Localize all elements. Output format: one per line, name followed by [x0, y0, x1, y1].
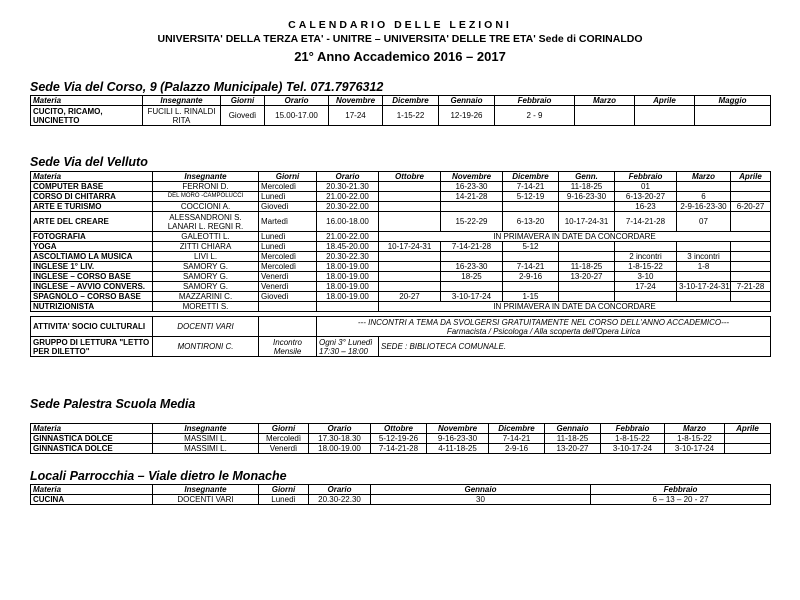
cell-date: 7-14-21 [489, 434, 545, 444]
cell-date [677, 272, 731, 282]
table-row [31, 272, 771, 282]
cell-date [559, 202, 615, 212]
column-header: Novembre [427, 424, 489, 434]
cell-materia: ARTE E TURISMO [31, 202, 153, 212]
table-row [31, 212, 771, 232]
cell-orario: 15.00-17.00 [265, 106, 329, 126]
cell-date: 7-14-21-28 [615, 212, 677, 232]
cell-date: 18-25 [441, 272, 503, 282]
cell-date [379, 182, 441, 192]
cell-date [615, 292, 677, 302]
cell-materia: COMPUTER BASE [31, 182, 153, 192]
table-row [31, 444, 771, 454]
cell-date [379, 282, 441, 292]
cell-date: 3-10-17-24 [601, 444, 665, 454]
table-row [31, 242, 771, 252]
cell-orario: 18.00-19.00 [317, 272, 379, 282]
cell-giorni: Mercoledì [259, 434, 309, 444]
cell-giorni: Lunedì [259, 192, 317, 202]
document-subtitle: UNIVERSITA' DELLA TERZA ETA' - UNITRE – UNIVERSITA' DELLE TRE ETA' Sede di CORINALDO [157, 33, 643, 45]
cell-date [559, 292, 615, 302]
cell-orario: 20.30-22.00 [317, 202, 379, 212]
cell-date: 1-15 [503, 292, 559, 302]
table-via-del-corso [30, 95, 771, 126]
cell-materia: CORSO DI CHITARRA [31, 192, 153, 202]
column-header: Materia [31, 172, 153, 182]
cell-insegnante: MAZZARINI C. [153, 292, 259, 302]
cell-orario: 18.45-20.00 [317, 242, 379, 252]
column-header: Insegnante [153, 424, 259, 434]
cell-date: 17-24 [615, 282, 677, 292]
cell-date: 2 incontri [615, 252, 677, 262]
cell-insegnante: SAMORY G. [153, 282, 259, 292]
cell-date: 30 [371, 495, 591, 505]
column-header: Febbraio [601, 424, 665, 434]
cultural-note-line2: Farmacista / Psicologa / Alla scoperta dell'Opera Lirica [446, 326, 641, 336]
column-header: Marzo [575, 96, 635, 106]
cell-materia: FOTOGRAFIA [31, 232, 153, 242]
column-header: Ottobre [379, 172, 441, 182]
cell-date: 16-23-30 [441, 182, 503, 192]
cell-materia: INGLESE – CORSO BASE [31, 272, 153, 282]
cell-orario: 18.00-19.00 [317, 262, 379, 272]
column-header: Ottobre [371, 424, 427, 434]
cell-insegnante: MASSIMI L. [153, 444, 259, 454]
cultural-note-line1: --- INCONTRI A TEMA DA SVOLGERSI GRATUITAMENTE NEL CORSO DELL'ANNO ACCADEMICO--- [357, 317, 730, 327]
cell-date: 5-12-19-26 [371, 434, 427, 444]
cell-date [731, 192, 771, 202]
cell-date [441, 282, 503, 292]
cell-date: 2-9-16-23-30 [677, 202, 731, 212]
table-header-row [31, 96, 771, 106]
cell-materia: GINNASTICA DOLCE [31, 444, 153, 454]
cell-materia: YOGA [31, 242, 153, 252]
cell-insegnante: MASSIMI L. [153, 434, 259, 444]
cell-date [379, 262, 441, 272]
table-header-row [31, 424, 771, 434]
cell-giorni: Lunedì [259, 495, 309, 505]
cell-orario: 18.00-19.00 [317, 292, 379, 302]
cell-date: 11-18-25 [559, 182, 615, 192]
column-header: Materia [31, 96, 143, 106]
column-header: Gennaio [545, 424, 601, 434]
cell-insegnante: ALESSANDRONI S. LANARI L. REGNI R. [153, 212, 259, 232]
cell-date [731, 252, 771, 262]
cell-date [731, 242, 771, 252]
cell-date [441, 252, 503, 262]
cell-date: 1-8-15-22 [615, 262, 677, 272]
section-title-parrocchia: Locali Parrocchia – Viale dietro le Monache [30, 469, 287, 483]
table-parrocchia [30, 484, 771, 505]
table-header-row [31, 485, 771, 495]
cell-giorni [259, 317, 317, 337]
column-header: Febbraio [591, 485, 771, 495]
cell-date: 07 [677, 212, 731, 232]
cell-date: 9-16-23-30 [559, 192, 615, 202]
column-header: Materia [31, 485, 153, 495]
cell-date [695, 106, 771, 126]
cell-insegnante: DEL MORO -CAMPOLUCCI [153, 192, 259, 202]
cell-note: IN PRIMAVERA IN DATE DA CONCORDARE [379, 232, 771, 242]
cell-orario: 20.30-22.30 [317, 252, 379, 262]
column-header: Aprile [635, 96, 695, 106]
cell-date: 1-15-22 [383, 106, 439, 126]
column-header: Insegnante [153, 485, 259, 495]
cell-orario: 21.00-22.00 [317, 192, 379, 202]
cell-date: 01 [615, 182, 677, 192]
table-row [31, 337, 771, 357]
cell-date [379, 202, 441, 212]
column-header: Giorni [259, 485, 309, 495]
cell-date: 12-19-26 [439, 106, 495, 126]
cell-date: 6-13-20-27 [615, 192, 677, 202]
cell-date [731, 212, 771, 232]
cell-materia: GINNASTICA DOLCE [31, 434, 153, 444]
cell-date: 17-24 [329, 106, 383, 126]
cell-giorni: Lunedì [259, 242, 317, 252]
table-row [31, 292, 771, 302]
column-header: Maggio [695, 96, 771, 106]
cell-date [379, 192, 441, 202]
cell-giorni: Venerdì [259, 272, 317, 282]
cell-giorni: Giovedì [259, 292, 317, 302]
cell-insegnante: MONTIRONI C. [153, 337, 259, 357]
cell-giorni: Venerdì [259, 444, 309, 454]
cell-insegnante: FERRONI D. [153, 182, 259, 192]
column-header: Marzo [665, 424, 725, 434]
cell-orario: 16.00-18.00 [317, 212, 379, 232]
document-title: CALENDARIO DELLE LEZIONI [288, 19, 512, 31]
cell-date: 16-23-30 [441, 262, 503, 272]
section-title-palestra: Sede Palestra Scuola Media [30, 397, 196, 411]
cell-date: 20-27 [379, 292, 441, 302]
cell-date: 1-8-15-22 [601, 434, 665, 444]
cell-date: 5-12 [503, 242, 559, 252]
cell-date [731, 262, 771, 272]
cell-date: 2-9-16 [489, 444, 545, 454]
cell-giorni: Mercoledì [259, 262, 317, 272]
table-row [31, 252, 771, 262]
cell-orario: 17.30-18.30 [309, 434, 371, 444]
cell-insegnante: SAMORY G. [153, 262, 259, 272]
cell-giorni: Giovedì [221, 106, 265, 126]
cell-date: 15-22-29 [441, 212, 503, 232]
cell-materia: ASCOLTIAMO LA MUSICA [31, 252, 153, 262]
cell-date: 6-13-20 [503, 212, 559, 232]
cell-date [503, 282, 559, 292]
cell-date [379, 272, 441, 282]
table-row [31, 232, 771, 242]
cell-giorni: Mercoledì [259, 182, 317, 192]
cell-date: 6 – 13 – 20 - 27 [591, 495, 771, 505]
cell-date [575, 106, 635, 126]
cell-insegnante: DOCENTI VARI [153, 495, 259, 505]
cell-date: 3-10-17-24 [441, 292, 503, 302]
cell-date [635, 106, 695, 126]
cell-date [725, 444, 771, 454]
cell-insegnante: FUCILI L. RINALDI RITA [143, 106, 221, 126]
cell-date: 2 - 9 [495, 106, 575, 126]
column-header: Giorni [259, 172, 317, 182]
cell-insegnante: DOCENTI VARI [153, 317, 259, 337]
column-header: Materia [31, 424, 153, 434]
table-row [31, 202, 771, 212]
cell-insegnante: GALEOTTI L. [153, 232, 259, 242]
cell-materia: INGLESE – AVVIO CONVERS. [31, 282, 153, 292]
cell-giorni: Lunedì [259, 232, 317, 242]
cell-date: 1-8-15-22 [665, 434, 725, 444]
column-header: Aprile [725, 424, 771, 434]
section-title-velluto: Sede Via del Velluto [30, 155, 148, 169]
cell-date: 10-17-24-31 [559, 212, 615, 232]
table-row [31, 106, 771, 126]
column-header: Dicembre [383, 96, 439, 106]
cell-materia: ARTE DEL CREARE [31, 212, 153, 232]
column-header: Orario [265, 96, 329, 106]
column-header: Orario [309, 424, 371, 434]
cell-insegnante: LIVI L. [153, 252, 259, 262]
cell-note: IN PRIMAVERA IN DATE DA CONCORDARE [379, 302, 771, 312]
table-row [31, 302, 771, 312]
cell-insegnante: ZITTI CHIARA [153, 242, 259, 252]
cell-date [731, 182, 771, 192]
column-header: Febbraio [615, 172, 677, 182]
cell-date [677, 292, 731, 302]
cell-materia: NUTRIZIONISTA [31, 302, 153, 312]
cell-orario: 21.00-22.00 [317, 232, 379, 242]
cell-date [379, 212, 441, 232]
cell-date: 6-20-27 [731, 202, 771, 212]
cell-date [677, 242, 731, 252]
column-header: Gennaio [439, 96, 495, 106]
cell-giorni: Mercoledì [259, 252, 317, 262]
column-header: Marzo [677, 172, 731, 182]
table-row [31, 495, 771, 505]
table-row [31, 182, 771, 192]
column-header: Gennaio [371, 485, 591, 495]
cell-insegnante: SAMORY G. [153, 272, 259, 282]
cell-date: 7-14-21-28 [371, 444, 427, 454]
cell-date: 7-14-21-28 [441, 242, 503, 252]
cell-giorni: Giovedì [259, 202, 317, 212]
cell-orario: 20.30-21.30 [317, 182, 379, 192]
cell-orario: 18.00-19.00 [317, 282, 379, 292]
cell-date: 11-18-25 [545, 434, 601, 444]
cell-date: 3-10 [615, 272, 677, 282]
column-header: Insegnante [143, 96, 221, 106]
column-header: Insegnante [153, 172, 259, 182]
cell-date: 1-8 [677, 262, 731, 272]
column-header: Dicembre [503, 172, 559, 182]
cell-date [559, 252, 615, 262]
cell-giorni: Incontro Mensile [259, 337, 317, 357]
column-header: Novembre [329, 96, 383, 106]
cell-date [615, 242, 677, 252]
column-header: Dicembre [489, 424, 545, 434]
cell-date: 11-18-25 [559, 262, 615, 272]
cell-materia: SPAGNOLO – CORSO BASE [31, 292, 153, 302]
table-row [31, 262, 771, 272]
column-header: Orario [317, 172, 379, 182]
table-row [31, 434, 771, 444]
academic-year: 21° Anno Accademico 2016 – 2017 [294, 49, 506, 64]
cell-orario [317, 302, 379, 312]
cell-date: 3-10-17-24 [665, 444, 725, 454]
table-via-del-velluto [30, 171, 771, 357]
cell-date: 16-23 [615, 202, 677, 212]
cell-date [503, 252, 559, 262]
cell-materia: CUCINA [31, 495, 153, 505]
cell-date: 7-14-21 [503, 182, 559, 192]
column-header: Giorni [259, 424, 309, 434]
cell-date [441, 202, 503, 212]
column-header: Orario [309, 485, 371, 495]
cell-date: 14-21-28 [441, 192, 503, 202]
cell-orario: Ogni 3° Lunedì 17:30 – 18:00 [317, 337, 379, 357]
cell-date [503, 202, 559, 212]
cell-date [677, 182, 731, 192]
cell-date: 3 incontri [677, 252, 731, 262]
cell-date: 7-21-28 [731, 282, 771, 292]
cell-orario: 18.00-19.00 [309, 444, 371, 454]
table-row [31, 317, 771, 337]
cell-giorni: Martedì [259, 212, 317, 232]
cell-orario: 20.30-22.30 [309, 495, 371, 505]
column-header: Febbraio [495, 96, 575, 106]
cell-date: 10-17-24-31 [379, 242, 441, 252]
cell-date: 9-16-23-30 [427, 434, 489, 444]
section-title-corso: Sede Via del Corso, 9 (Palazzo Municipale) Tel. 071.7976312 [30, 80, 384, 94]
cell-insegnante: MORETTI S. [153, 302, 259, 312]
cell-date: 4-11-18-25 [427, 444, 489, 454]
cell-date [731, 272, 771, 282]
cell-date: 13-20-27 [545, 444, 601, 454]
cell-date [379, 252, 441, 262]
column-header: Giorni [221, 96, 265, 106]
cell-date: 7-14-21 [503, 262, 559, 272]
cell-date [725, 434, 771, 444]
table-row [31, 192, 771, 202]
table-row [31, 282, 771, 292]
cell-date: 3-10-17-24-31 [677, 282, 731, 292]
cell-date: 6 [677, 192, 731, 202]
cell-materia: ATTIVITA' SOCIO CULTURALI [31, 317, 153, 337]
table-palestra [30, 423, 771, 454]
cell-materia: CUCITO, RICAMO, UNCINETTO [31, 106, 143, 126]
cell-date: 13-20-27 [559, 272, 615, 282]
cell-cultural-note [317, 317, 771, 337]
cell-date [731, 292, 771, 302]
cell-date: 5-12-19 [503, 192, 559, 202]
cell-materia: GRUPPO DI LETTURA "LETTO PER DILETTO" [31, 337, 153, 357]
cell-giorni: Venerdì [259, 282, 317, 292]
column-header: Novembre [441, 172, 503, 182]
cell-materia: INGLESE 1° LIV. [31, 262, 153, 272]
cell-sede: SEDE : BIBLIOTECA COMUNALE. [379, 337, 771, 357]
cell-date: 2-9-16 [503, 272, 559, 282]
cell-date [559, 242, 615, 252]
cell-insegnante: COCCIONI A. [153, 202, 259, 212]
cell-giorni [259, 302, 317, 312]
column-header: Genn. [559, 172, 615, 182]
column-header: Aprile [731, 172, 771, 182]
table-header-row [31, 172, 771, 182]
cell-date [559, 282, 615, 292]
